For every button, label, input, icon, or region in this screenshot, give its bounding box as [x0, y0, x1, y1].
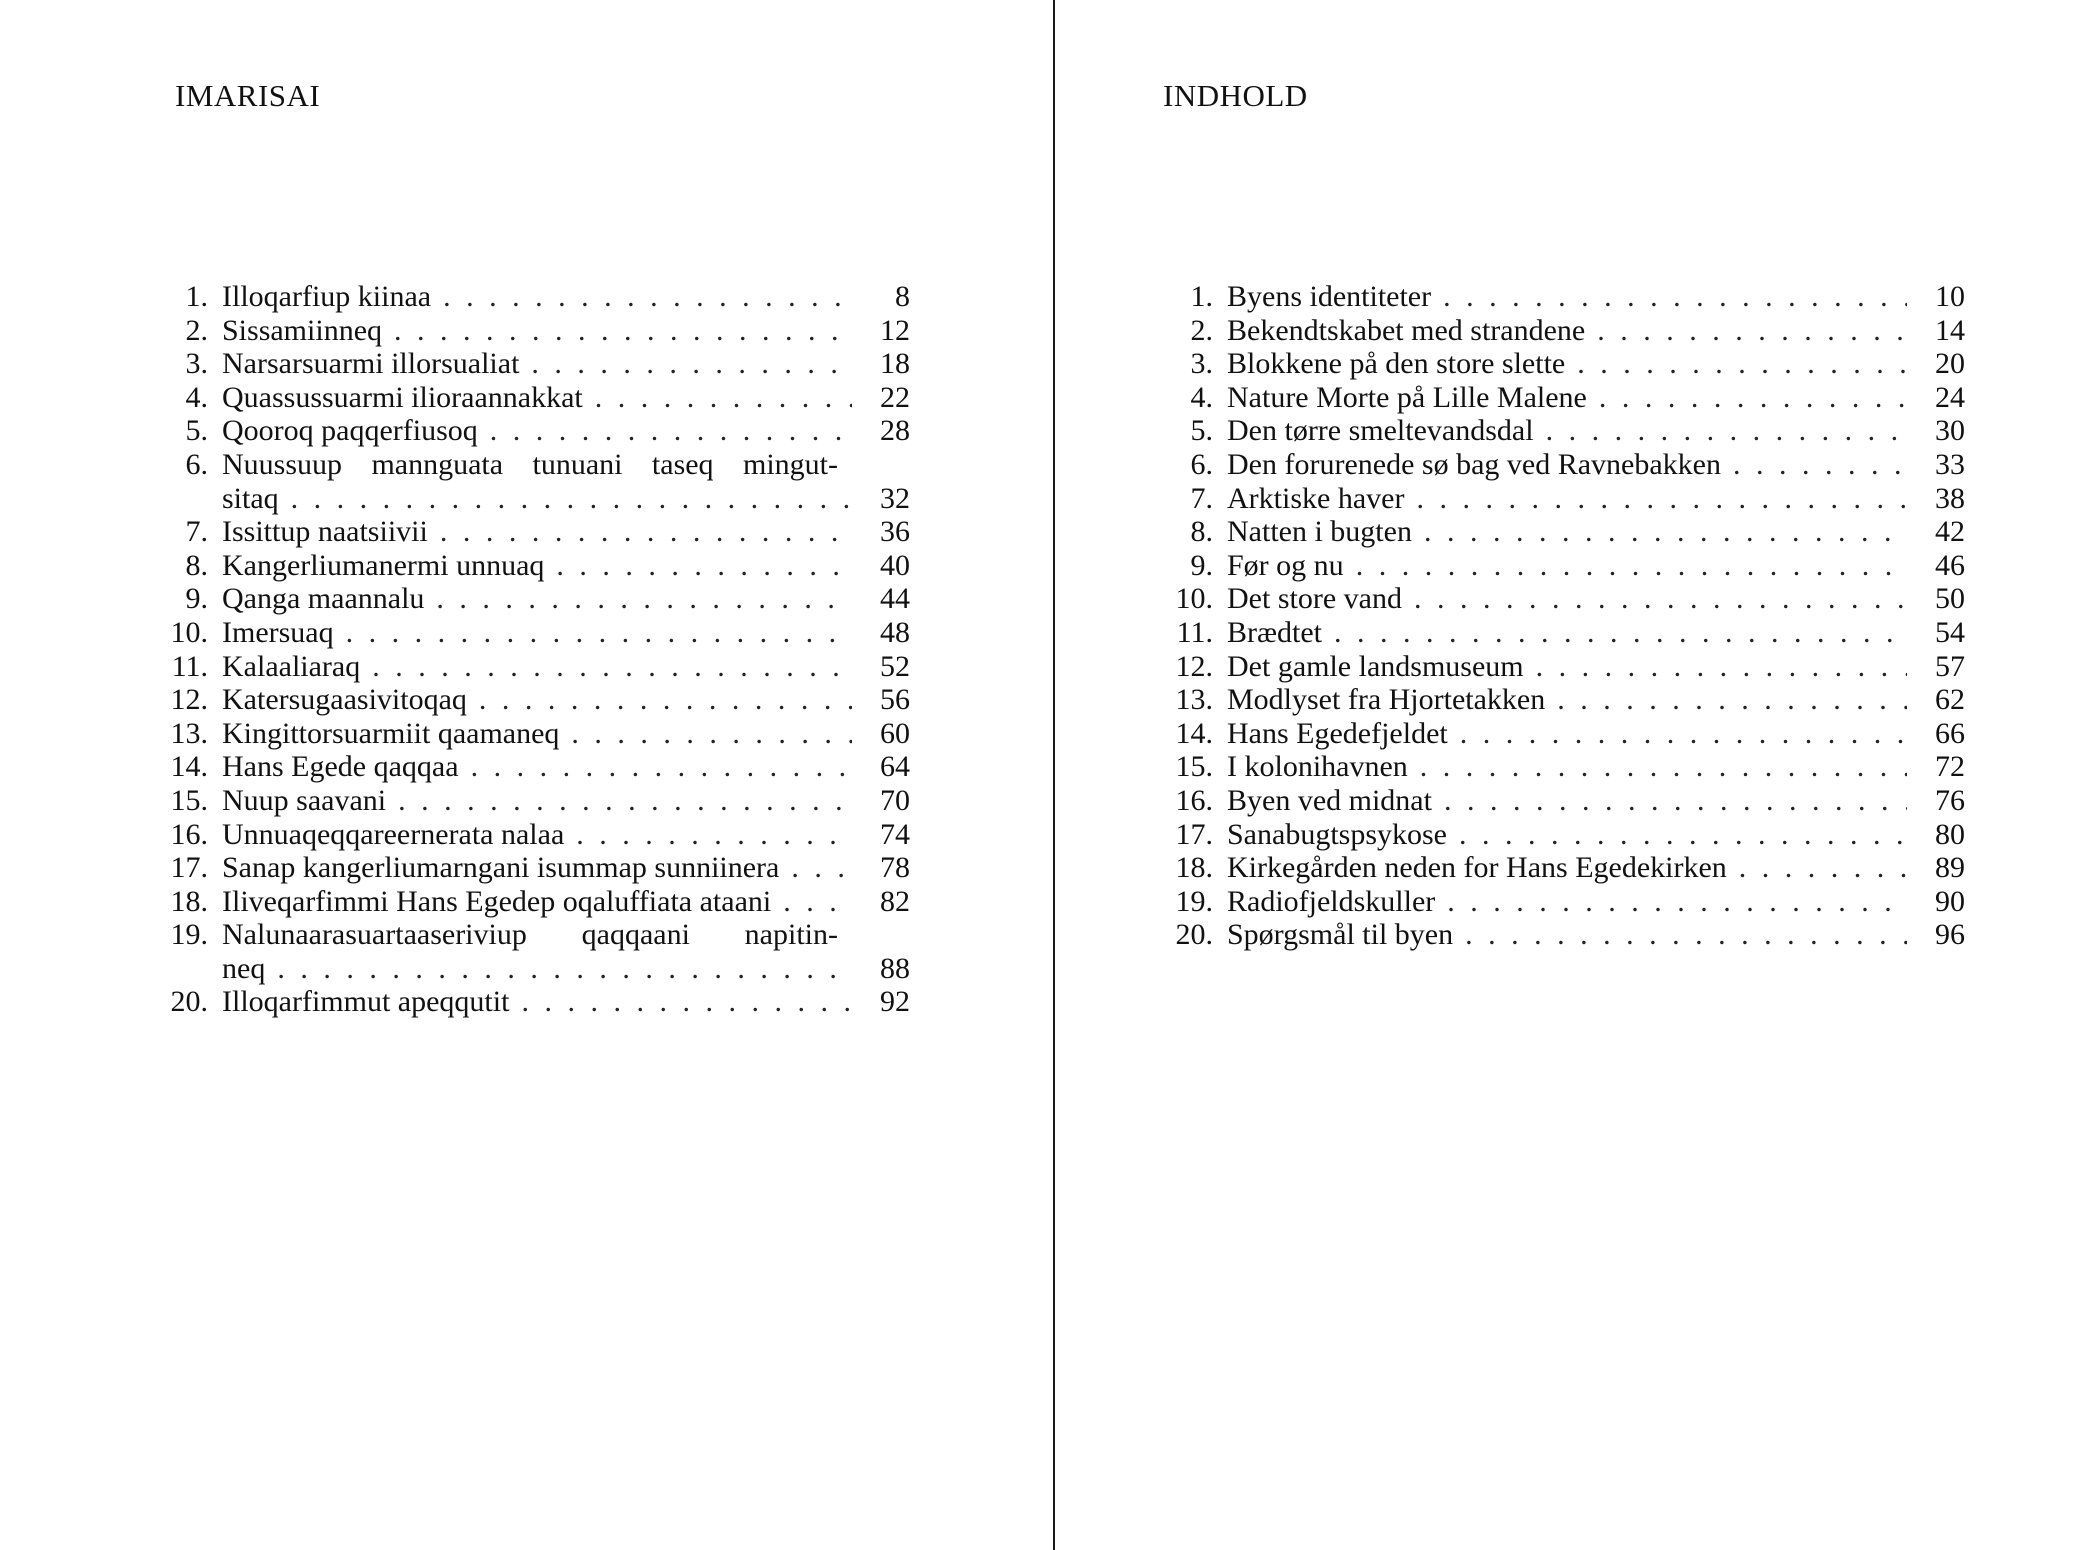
- dot-leader: [1414, 582, 1907, 616]
- entry-line: [222, 616, 910, 650]
- dot-leader: [576, 818, 852, 852]
- entry-page-number: 64: [880, 750, 910, 784]
- entry-body: [222, 750, 910, 784]
- toc-entry: [1155, 482, 1965, 516]
- dot-leader: [490, 414, 852, 448]
- entry-page-number: 90: [1935, 884, 1965, 918]
- toc-entry: [1155, 280, 1965, 314]
- toc-entry: [150, 314, 910, 348]
- entry-number: 14.: [1175, 716, 1213, 750]
- entry-number: 7.: [185, 515, 208, 549]
- entry-line: [222, 985, 910, 1019]
- entry-page-number: 92: [880, 985, 910, 1019]
- entry-number: 10.: [1175, 582, 1213, 616]
- entry-number: 16.: [170, 817, 208, 851]
- entry-title: Det gamle landsmuseum: [1227, 649, 1524, 683]
- entry-body: [222, 347, 910, 381]
- entry-body: [222, 818, 910, 852]
- entry-title: Bekendtskabet med strandene: [1227, 313, 1586, 347]
- entry-body: [222, 448, 910, 515]
- entry-title: Quassussuarmi ilioraannakkat: [222, 380, 583, 414]
- entry-title: Natten i bugten: [1227, 515, 1412, 549]
- entry-page-number: 8: [895, 280, 910, 313]
- entry-line: [222, 851, 910, 885]
- entry-body: [222, 414, 910, 448]
- entry-body: [1227, 784, 1965, 818]
- toc-entry: [150, 851, 910, 885]
- entry-line: [1227, 616, 1965, 650]
- entry-number: 1.: [185, 280, 208, 313]
- dot-leader: [1465, 918, 1907, 952]
- entry-page-number: 48: [880, 615, 910, 649]
- toc-entry: [1155, 750, 1965, 784]
- entry-number: 13.: [1175, 683, 1213, 717]
- dot-leader: [1443, 280, 1907, 314]
- entry-page-number: 96: [1935, 918, 1965, 952]
- toc-entry: [1155, 918, 1965, 952]
- entry-page-number: 12: [880, 313, 910, 347]
- entry-page-number: 56: [880, 683, 910, 717]
- entry-number: 2.: [185, 313, 208, 347]
- entry-title: Spørgsmål til byen: [1227, 918, 1454, 952]
- entry-number: 5.: [1190, 414, 1213, 448]
- entry-line: [222, 414, 910, 448]
- dot-leader: [394, 314, 852, 348]
- entry-page-number: 38: [1935, 481, 1965, 515]
- entry-title: Kalaaliaraq: [222, 649, 361, 683]
- dot-leader: [1447, 885, 1907, 919]
- entry-number: 14.: [170, 750, 208, 784]
- entry-page-number: 57: [1935, 649, 1965, 683]
- entry-line: [222, 515, 910, 549]
- entry-line: [222, 885, 910, 919]
- entry-title: Hans Egedefjeldet: [1227, 716, 1448, 750]
- entry-line: [222, 582, 910, 616]
- toc-entry: [1155, 314, 1965, 348]
- toc-entry: [150, 818, 910, 852]
- entry-line: [1227, 280, 1965, 314]
- entry-page-number: 10: [1935, 280, 1965, 313]
- toc-entry: [150, 717, 910, 751]
- entry-body: [222, 549, 910, 583]
- entry-body: [222, 885, 910, 919]
- entry-body: [1227, 717, 1965, 751]
- dot-leader: [372, 650, 852, 684]
- entry-title: Nuup saavani: [222, 783, 387, 817]
- entry-title: Unnuaqeqqareernerata nalaa: [222, 817, 565, 851]
- dot-leader: [1557, 683, 1907, 717]
- entry-page-number: 76: [1935, 783, 1965, 817]
- dot-leader: [1334, 616, 1907, 650]
- entry-line: [222, 314, 910, 348]
- dot-leader: [291, 482, 852, 516]
- entry-body: [1227, 582, 1965, 616]
- entry-body: [1227, 683, 1965, 717]
- entry-body: [1227, 347, 1965, 381]
- entry-body: [1227, 750, 1965, 784]
- entry-number: 16.: [1175, 783, 1213, 817]
- entry-body: [1227, 851, 1965, 885]
- entry-page-number: 74: [880, 817, 910, 851]
- entry-number: 19.: [1175, 884, 1213, 918]
- entry-page-number: 28: [880, 414, 910, 448]
- toc-entry: [1155, 885, 1965, 919]
- entry-line: [222, 818, 910, 852]
- entry-number: 18.: [170, 884, 208, 918]
- toc-entry: [1155, 381, 1965, 415]
- entry-title: Modlyset fra Hjortetakken: [1227, 683, 1546, 717]
- entry-body: [1227, 482, 1965, 516]
- dot-leader: [398, 784, 852, 818]
- entry-title: Imersuaq: [222, 615, 334, 649]
- entry-body: [222, 985, 910, 1019]
- entry-title: Nature Morte på Lille Malene: [1227, 380, 1587, 414]
- entry-body: [222, 280, 910, 314]
- entry-number: 1.: [1190, 280, 1213, 313]
- entry-line: [1227, 683, 1965, 717]
- toc-entry: [1155, 818, 1965, 852]
- toc-entry: [150, 683, 910, 717]
- toc-entry: [150, 985, 910, 1019]
- entry-page-number: 50: [1935, 582, 1965, 616]
- entry-title: Brædtet: [1227, 615, 1322, 649]
- entry-body: [222, 582, 910, 616]
- toc-entry: [150, 784, 910, 818]
- toc-entry: [150, 414, 910, 448]
- entry-line: [1227, 414, 1965, 448]
- entry-page-number: 22: [880, 380, 910, 414]
- entry-title: Sanabugtspsykose: [1227, 817, 1447, 851]
- toc-entry: [150, 448, 910, 515]
- entry-number: 11.: [171, 649, 208, 683]
- left-table-of-contents: [150, 280, 910, 1019]
- entry-title: Nalunaarasuartaaseriviup qaqqaani napitin-: [222, 918, 838, 952]
- entry-title: Nuussuup mannguata tunuani taseq mingut-: [222, 447, 838, 481]
- dot-leader: [1599, 381, 1907, 415]
- toc-entry: [150, 750, 910, 784]
- entry-title: sitaq: [222, 481, 279, 515]
- entry-line: [1227, 750, 1965, 784]
- entry-line: [1227, 381, 1965, 415]
- toc-entry: [1155, 448, 1965, 482]
- entry-page-number: 20: [1935, 347, 1965, 381]
- entry-number: 18.: [1175, 851, 1213, 885]
- entry-page-number: 24: [1935, 380, 1965, 414]
- entry-title: Illoqarfiup kiinaa: [222, 280, 432, 313]
- entry-body: [222, 650, 910, 684]
- entry-page-number: 54: [1935, 615, 1965, 649]
- entry-line: [1227, 549, 1965, 583]
- entry-body: [1227, 650, 1965, 684]
- entry-number: 15.: [1175, 750, 1213, 784]
- entry-title: Iliveqarfimmi Hans Egedep oqaluffiata ataani: [222, 884, 772, 918]
- dot-leader: [791, 851, 852, 885]
- entry-title: Qooroq paqqerfiusoq: [222, 414, 478, 448]
- entry-page-number: 72: [1935, 750, 1965, 784]
- entry-body: [1227, 918, 1965, 952]
- toc-entry: [1155, 582, 1965, 616]
- entry-title: Kirkegården neden for Hans Egedekirken: [1227, 851, 1727, 885]
- entry-title: Den tørre smeltevandsdal: [1227, 414, 1534, 448]
- entry-page-number: 32: [880, 481, 910, 515]
- entry-line: [1227, 918, 1965, 952]
- entry-title: Radiofjeldskuller: [1227, 884, 1436, 918]
- entry-number: 15.: [170, 783, 208, 817]
- entry-number: 19.: [170, 918, 208, 952]
- entry-line: [222, 918, 910, 952]
- entry-page-number: 80: [1935, 817, 1965, 851]
- entry-line: [1227, 851, 1965, 885]
- toc-entry: [1155, 515, 1965, 549]
- entry-number: 11.: [1176, 615, 1213, 649]
- entry-title: Den forurenede sø bag ved Ravnebakken: [1227, 447, 1721, 481]
- entry-number: 3.: [1190, 347, 1213, 381]
- entry-body: [1227, 616, 1965, 650]
- entry-line: [1227, 784, 1965, 818]
- dot-leader: [556, 549, 852, 583]
- entry-number: 9.: [1190, 548, 1213, 582]
- entry-page-number: 18: [880, 347, 910, 381]
- entry-title: neq: [222, 951, 266, 985]
- entry-line: [222, 650, 910, 684]
- entry-title: Arktiske haver: [1227, 481, 1405, 515]
- entry-number: 17.: [1175, 817, 1213, 851]
- toc-entry: [1155, 650, 1965, 684]
- dot-leader: [436, 582, 852, 616]
- entry-body: [1227, 414, 1965, 448]
- dot-leader: [443, 280, 852, 314]
- entry-page-number: 33: [1935, 447, 1965, 481]
- dot-leader: [1733, 448, 1907, 482]
- dot-leader: [521, 985, 852, 1019]
- toc-entry: [150, 918, 910, 985]
- entry-title: Før og nu: [1227, 548, 1344, 582]
- toc-entry: [150, 582, 910, 616]
- entry-page-number: 14: [1935, 313, 1965, 347]
- entry-page-number: 36: [880, 515, 910, 549]
- entry-body: [1227, 314, 1965, 348]
- toc-entry: [150, 549, 910, 583]
- entry-number: 4.: [1190, 380, 1213, 414]
- entry-line: [222, 347, 910, 381]
- toc-entry: [150, 280, 910, 314]
- entry-line: [222, 482, 910, 516]
- entry-line: [1227, 314, 1965, 348]
- entry-line: [1227, 650, 1965, 684]
- entry-title: Kingittorsuarmiit qaamaneq: [222, 716, 560, 750]
- entry-line: [1227, 515, 1965, 549]
- entry-line: [1227, 582, 1965, 616]
- entry-page-number: 78: [880, 851, 910, 885]
- entry-line: [1227, 448, 1965, 482]
- dot-leader: [440, 515, 852, 549]
- dot-leader: [1546, 414, 1907, 448]
- toc-entry: [1155, 851, 1965, 885]
- entry-page-number: 89: [1935, 851, 1965, 885]
- dot-leader: [1420, 750, 1907, 784]
- entry-body: [222, 918, 910, 985]
- entry-number: 13.: [170, 716, 208, 750]
- right-table-of-contents: [1155, 280, 1965, 952]
- dot-leader: [471, 750, 852, 784]
- dot-leader: [1460, 717, 1907, 751]
- entry-page-number: 82: [880, 884, 910, 918]
- entry-body: [1227, 818, 1965, 852]
- entry-line: [222, 381, 910, 415]
- toc-entry: [1155, 347, 1965, 381]
- entry-number: 9.: [185, 582, 208, 616]
- entry-title: Hans Egede qaqqaa: [222, 750, 459, 784]
- entry-body: [222, 717, 910, 751]
- entry-title: Det store vand: [1227, 582, 1402, 616]
- entry-body: [222, 784, 910, 818]
- entry-body: [222, 515, 910, 549]
- dot-leader: [1444, 784, 1907, 818]
- entry-line: [1227, 347, 1965, 381]
- entry-line: [222, 448, 910, 482]
- toc-entry: [150, 515, 910, 549]
- entry-body: [222, 314, 910, 348]
- dot-leader: [1356, 549, 1907, 583]
- entry-number: 8.: [1190, 515, 1213, 549]
- entry-title: Byen ved midnat: [1227, 783, 1432, 817]
- dot-leader: [571, 717, 852, 751]
- entry-title: Sanap kangerliumarngani isummap sunniinera: [222, 851, 780, 885]
- toc-entry: [150, 650, 910, 684]
- entry-number: 6.: [185, 447, 208, 481]
- entry-number: 8.: [185, 548, 208, 582]
- entry-line: [222, 952, 910, 986]
- toc-entry: [1155, 616, 1965, 650]
- entry-body: [222, 616, 910, 650]
- dot-leader: [1739, 851, 1907, 885]
- entry-page-number: 42: [1935, 515, 1965, 549]
- entry-body: [1227, 448, 1965, 482]
- entry-line: [222, 784, 910, 818]
- entry-page-number: 66: [1935, 716, 1965, 750]
- entry-number: 17.: [170, 851, 208, 885]
- entry-title: Narsarsuarmi illorsualiat: [222, 347, 520, 381]
- entry-number: 12.: [170, 683, 208, 717]
- entry-body: [1227, 381, 1965, 415]
- entry-number: 6.: [1190, 447, 1213, 481]
- entry-body: [222, 851, 910, 885]
- dot-leader: [1459, 818, 1907, 852]
- entry-title: Issittup naatsiivii: [222, 515, 428, 549]
- entry-page-number: 70: [880, 783, 910, 817]
- toc-entry: [1155, 784, 1965, 818]
- entry-line: [1227, 885, 1965, 919]
- entry-number: 10.: [170, 615, 208, 649]
- entry-line: [222, 280, 910, 314]
- right-page-heading: INDHOLD: [1163, 78, 1308, 113]
- dot-leader: [595, 381, 852, 415]
- entry-number: 2.: [1190, 313, 1213, 347]
- entry-page-number: 30: [1935, 414, 1965, 448]
- entry-title: Byens identiteter: [1227, 280, 1432, 313]
- entry-title: Qanga maannalu: [222, 582, 425, 616]
- entry-number: 12.: [1175, 649, 1213, 683]
- dot-leader: [1577, 347, 1907, 381]
- toc-entry: [150, 347, 910, 381]
- toc-entry: [1155, 549, 1965, 583]
- toc-entry: [1155, 717, 1965, 751]
- dot-leader: [531, 347, 852, 381]
- entry-number: 5.: [185, 414, 208, 448]
- dot-leader: [1597, 314, 1907, 348]
- entry-line: [222, 717, 910, 751]
- entry-page-number: 44: [880, 582, 910, 616]
- dot-leader: [479, 683, 852, 717]
- entry-body: [1227, 280, 1965, 314]
- toc-entry: [1155, 683, 1965, 717]
- dot-leader: [346, 616, 852, 650]
- entry-title: Illoqarfimmut apeqqutit: [222, 985, 510, 1019]
- toc-entry: [1155, 414, 1965, 448]
- entry-line: [222, 683, 910, 717]
- entry-line: [1227, 818, 1965, 852]
- entry-line: [222, 549, 910, 583]
- entry-body: [222, 683, 910, 717]
- entry-number: 4.: [185, 380, 208, 414]
- entry-page-number: 46: [1935, 548, 1965, 582]
- entry-title: Kangerliumanermi unnuaq: [222, 548, 545, 582]
- dot-leader: [1424, 515, 1907, 549]
- entry-number: 20.: [1175, 918, 1213, 952]
- entry-title: Sissamiinneq: [222, 313, 383, 347]
- entry-line: [1227, 717, 1965, 751]
- dot-leader: [1416, 482, 1907, 516]
- dot-leader: [1536, 650, 1907, 684]
- toc-entry: [150, 381, 910, 415]
- entry-title: Katersugaasivitoqaq: [222, 683, 467, 717]
- entry-body: [1227, 549, 1965, 583]
- left-page-heading: IMARISAI: [175, 78, 321, 113]
- entry-number: 3.: [185, 347, 208, 381]
- toc-entry: [150, 885, 910, 919]
- entry-page-number: 40: [880, 548, 910, 582]
- toc-entry: [150, 616, 910, 650]
- entry-page-number: 52: [880, 649, 910, 683]
- entry-page-number: 88: [880, 951, 910, 985]
- entry-line: [1227, 482, 1965, 516]
- entry-page-number: 60: [880, 716, 910, 750]
- entry-body: [1227, 515, 1965, 549]
- entry-body: [222, 381, 910, 415]
- entry-line: [222, 750, 910, 784]
- dot-leader: [277, 952, 852, 986]
- right-page: [1055, 0, 2100, 1550]
- dot-leader: [783, 885, 852, 919]
- entry-body: [1227, 885, 1965, 919]
- entry-number: 20.: [170, 985, 208, 1019]
- entry-number: 7.: [1190, 481, 1213, 515]
- entry-title: Blokkene på den store slette: [1227, 347, 1566, 381]
- entry-page-number: 62: [1935, 683, 1965, 717]
- entry-title: I kolonihavnen: [1227, 750, 1408, 784]
